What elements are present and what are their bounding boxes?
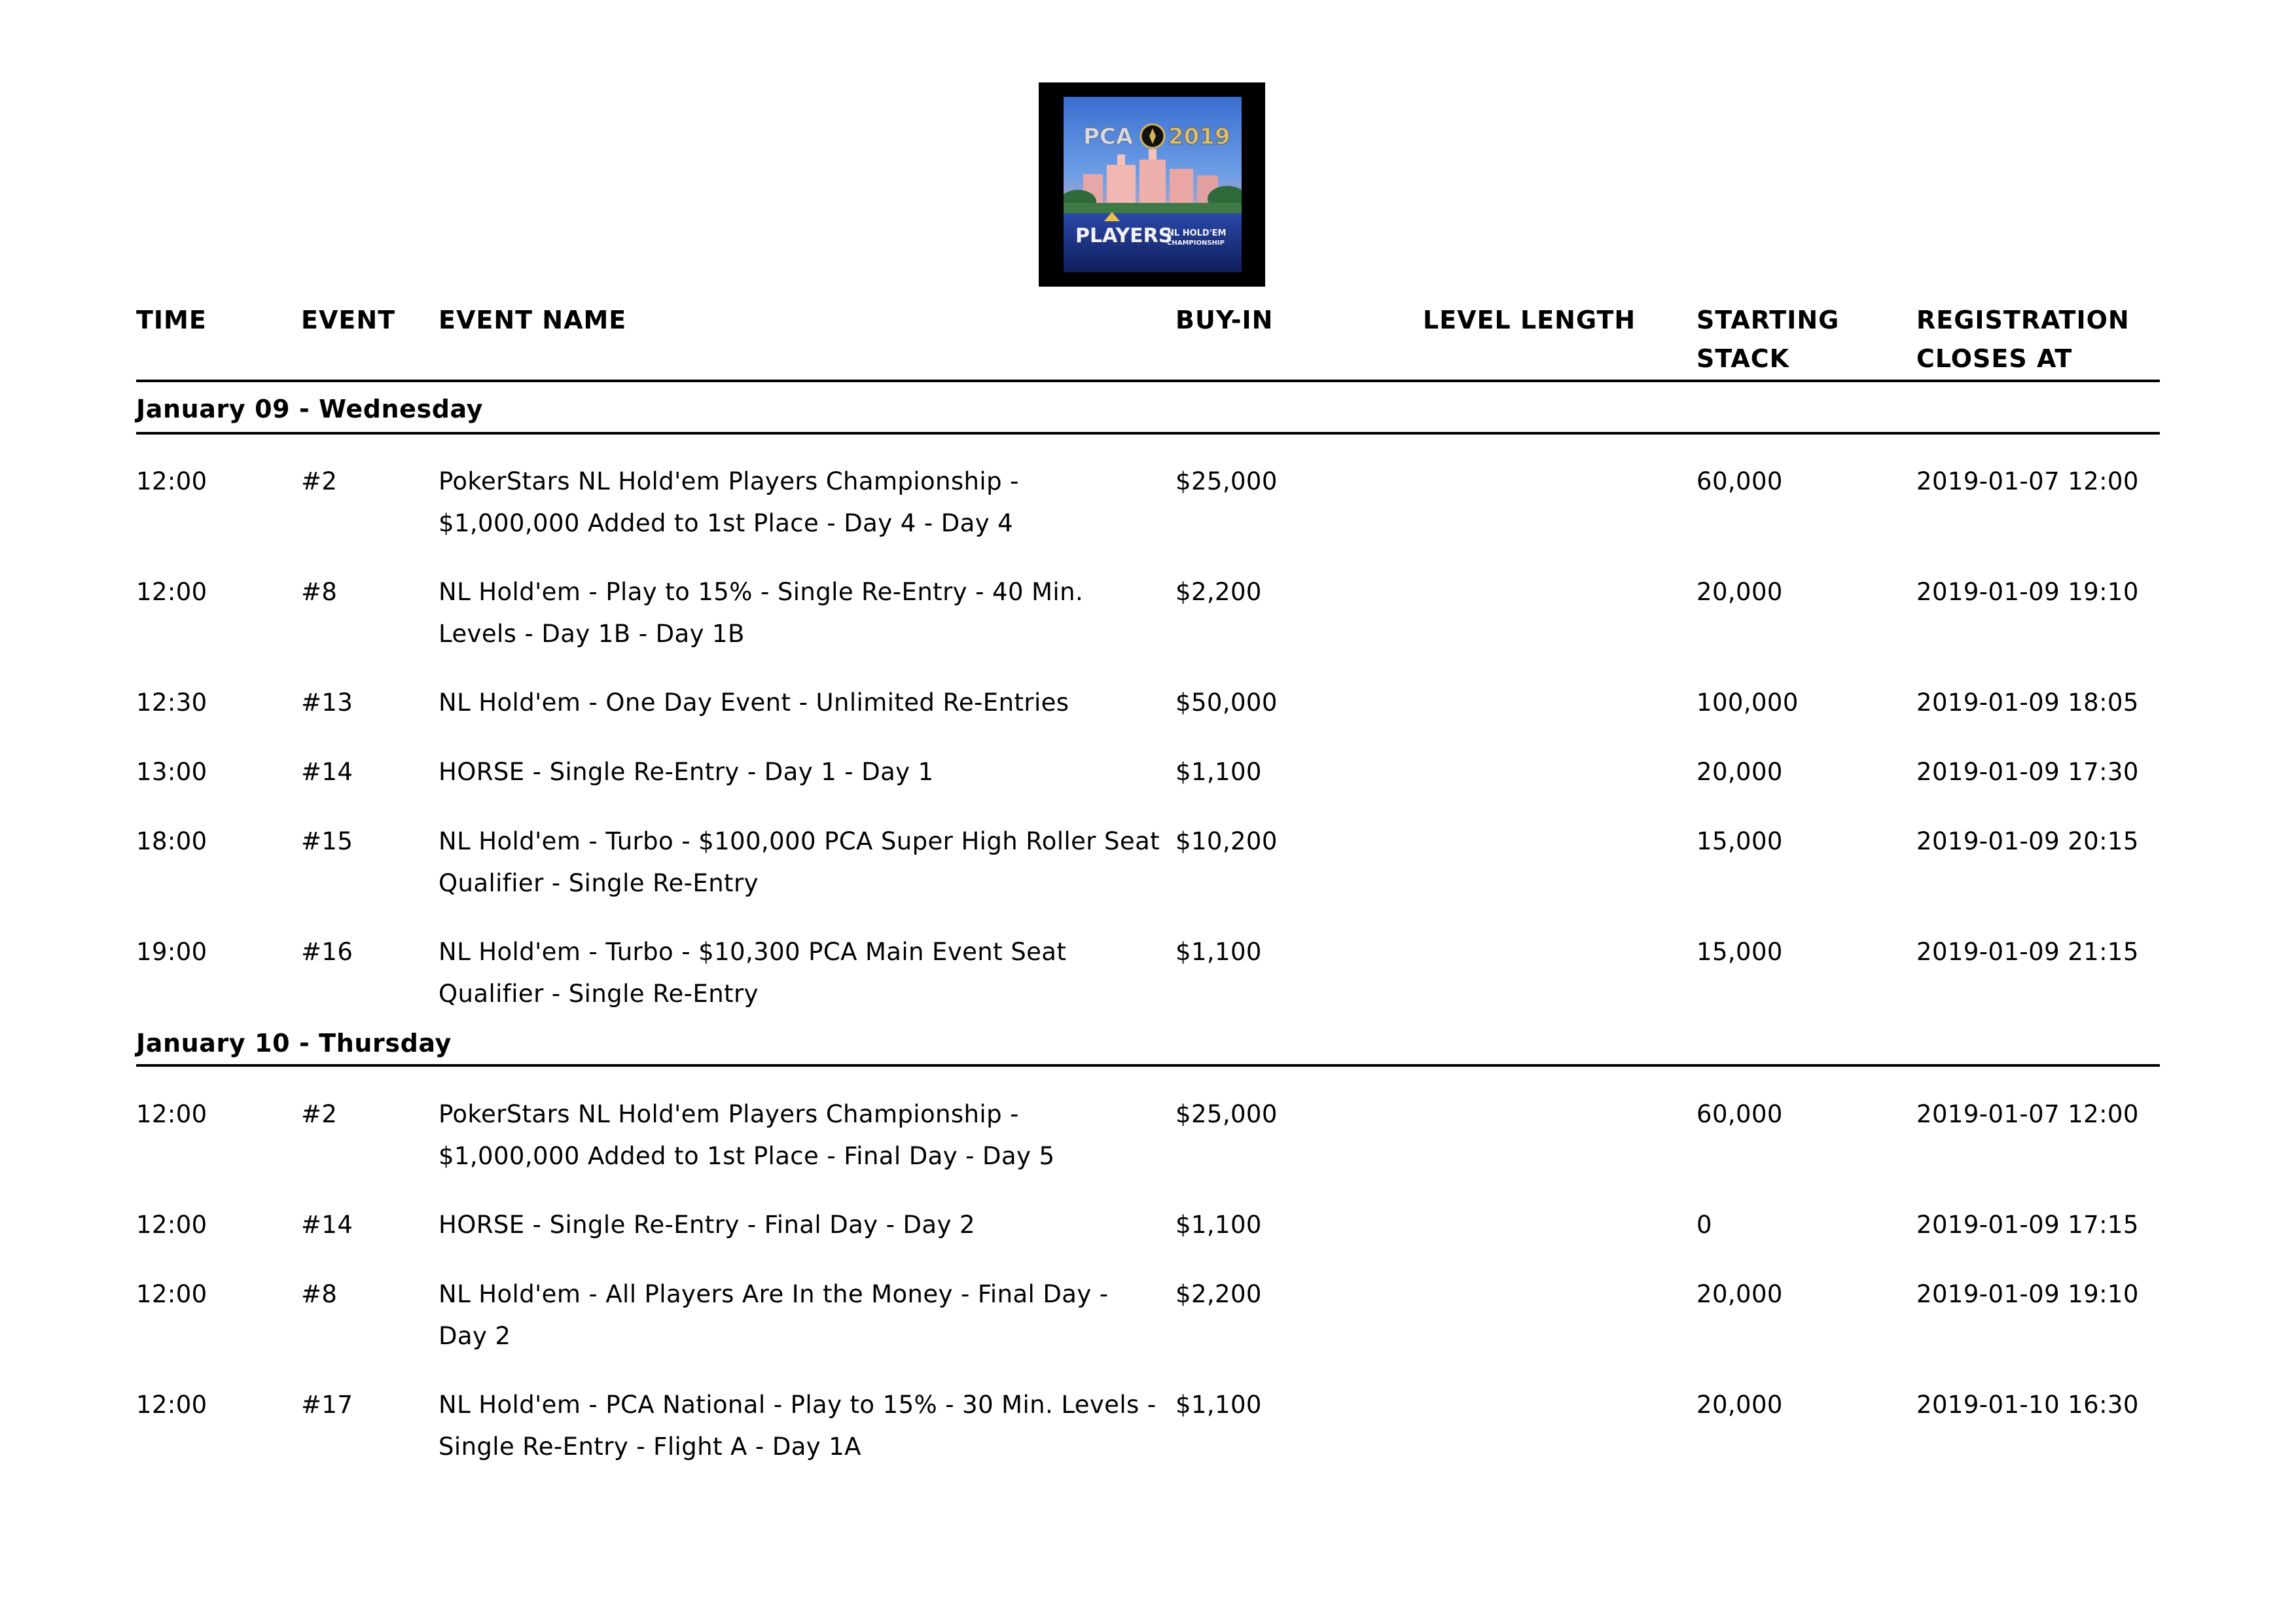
header-registration-line1: REGISTRATION bbox=[1916, 306, 2130, 334]
event-name-line2: $1,000,000 Added to 1st Place - Day 4 - Day 4 bbox=[439, 509, 1014, 537]
event-name-line1: NL Hold'em - Turbo - $10,300 PCA Main Event Seat bbox=[439, 938, 1067, 966]
cell-event-name bbox=[439, 461, 1165, 544]
schedule-page bbox=[136, 0, 2160, 1623]
cell-starting-stack: 20,000 bbox=[1696, 578, 1783, 606]
pca-2019-logo-image bbox=[1064, 97, 1242, 272]
cell-event: #15 bbox=[301, 827, 353, 855]
cell-registration-closes: 2019-01-09 18:05 bbox=[1916, 688, 2139, 717]
cell-registration-closes: 2019-01-07 12:00 bbox=[1916, 1100, 2139, 1128]
cell-registration-closes: 2019-01-09 17:30 bbox=[1916, 758, 2139, 786]
cell-event: #14 bbox=[301, 1211, 353, 1239]
cell-event-name bbox=[439, 1384, 1165, 1468]
cell-event: #16 bbox=[301, 938, 353, 966]
svg-text:PLAYERS: PLAYERS bbox=[1075, 224, 1173, 247]
cell-buy-in: $2,200 bbox=[1175, 1280, 1262, 1308]
cell-time: 12:00 bbox=[136, 467, 207, 495]
cell-registration-closes: 2019-01-09 17:15 bbox=[1916, 1211, 2139, 1239]
cell-time: 12:00 bbox=[136, 1280, 207, 1308]
cell-time: 12:00 bbox=[136, 1211, 207, 1239]
event-name-line2: Qualifier - Single Re-Entry bbox=[439, 869, 759, 897]
event-name-line1: NL Hold'em - All Players Are In the Money - Final Day - bbox=[439, 1280, 1109, 1308]
cell-starting-stack: 0 bbox=[1696, 1211, 1712, 1239]
cell-starting-stack: 60,000 bbox=[1696, 1100, 1783, 1128]
event-name-line2: Levels - Day 1B - Day 1B bbox=[439, 620, 745, 648]
event-name-line1: PokerStars NL Hold'em Players Championship - bbox=[439, 1100, 1019, 1128]
cell-buy-in: $1,100 bbox=[1175, 938, 1262, 966]
day-divider bbox=[136, 432, 2160, 435]
cell-time: 13:00 bbox=[136, 758, 207, 786]
cell-event: #8 bbox=[301, 578, 338, 606]
header-event-name: EVENT NAME bbox=[439, 306, 627, 334]
header-event: EVENT bbox=[301, 306, 396, 334]
header-level-length: LEVEL LENGTH bbox=[1423, 306, 1636, 334]
cell-event-name bbox=[439, 931, 1165, 1015]
event-name-line1: NL Hold'em - PCA National - Play to 15% - 30 Min. Levels - bbox=[439, 1391, 1157, 1419]
svg-text:2019: 2019 bbox=[1168, 124, 1230, 150]
header-starting-stack bbox=[1696, 301, 1839, 378]
header-registration-closes bbox=[1916, 301, 2130, 378]
cell-time: 12:00 bbox=[136, 1100, 207, 1128]
cell-starting-stack: 20,000 bbox=[1696, 1391, 1783, 1419]
cell-buy-in: $1,100 bbox=[1175, 1211, 1262, 1239]
cell-registration-closes: 2019-01-09 19:10 bbox=[1916, 1280, 2139, 1308]
cell-event-name bbox=[439, 571, 1165, 655]
cell-starting-stack: 60,000 bbox=[1696, 467, 1783, 495]
header-time: TIME bbox=[136, 306, 207, 334]
cell-buy-in: $25,000 bbox=[1175, 467, 1278, 495]
pca-2019-logo bbox=[1039, 82, 1265, 287]
cell-buy-in: $1,100 bbox=[1175, 758, 1262, 786]
event-name-line1: NL Hold'em - One Day Event - Unlimited Re-Entries bbox=[439, 688, 1069, 717]
event-name-line1: PokerStars NL Hold'em Players Championship - bbox=[439, 467, 1019, 495]
cell-registration-closes: 2019-01-09 19:10 bbox=[1916, 578, 2139, 606]
day-divider bbox=[136, 1064, 2160, 1067]
cell-event-name bbox=[439, 751, 1165, 793]
cell-buy-in: $10,200 bbox=[1175, 827, 1278, 855]
cell-buy-in: $1,100 bbox=[1175, 1391, 1262, 1419]
cell-event: #13 bbox=[301, 688, 353, 717]
day-heading: January 09 - Wednesday bbox=[136, 395, 484, 423]
event-name-line2: Qualifier - Single Re-Entry bbox=[439, 980, 759, 1008]
cell-event: #8 bbox=[301, 1280, 338, 1308]
cell-buy-in: $2,200 bbox=[1175, 578, 1262, 606]
cell-starting-stack: 20,000 bbox=[1696, 758, 1783, 786]
cell-starting-stack: 15,000 bbox=[1696, 938, 1783, 966]
cell-event: #17 bbox=[301, 1391, 353, 1419]
cell-time: 12:00 bbox=[136, 578, 207, 606]
cell-time: 19:00 bbox=[136, 938, 207, 966]
cell-event-name bbox=[439, 1204, 1165, 1246]
cell-buy-in: $25,000 bbox=[1175, 1100, 1278, 1128]
cell-starting-stack: 15,000 bbox=[1696, 827, 1783, 855]
header-divider bbox=[136, 380, 2160, 382]
cell-starting-stack: 20,000 bbox=[1696, 1280, 1783, 1308]
cell-registration-closes: 2019-01-07 12:00 bbox=[1916, 467, 2139, 495]
event-name-line1: NL Hold'em - Play to 15% - Single Re-Entry - 40 Min. bbox=[439, 578, 1084, 606]
cell-event: #2 bbox=[301, 467, 338, 495]
cell-event-name bbox=[439, 821, 1165, 904]
cell-event-name bbox=[439, 682, 1165, 724]
cell-time: 18:00 bbox=[136, 827, 207, 855]
cell-time: 12:30 bbox=[136, 688, 207, 717]
event-name-line2: Day 2 bbox=[439, 1322, 511, 1350]
cell-event: #2 bbox=[301, 1100, 338, 1128]
cell-registration-closes: 2019-01-10 16:30 bbox=[1916, 1391, 2139, 1419]
event-name-line2: Single Re-Entry - Flight A - Day 1A bbox=[439, 1433, 861, 1461]
event-name-line1: HORSE - Single Re-Entry - Day 1 - Day 1 bbox=[439, 758, 934, 786]
cell-registration-closes: 2019-01-09 20:15 bbox=[1916, 827, 2139, 855]
cell-registration-closes: 2019-01-09 21:15 bbox=[1916, 938, 2139, 966]
cell-event-name bbox=[439, 1094, 1165, 1177]
svg-text:NL HOLD'EM: NL HOLD'EM bbox=[1167, 228, 1227, 238]
header-starting-stack-line1: STARTING bbox=[1696, 306, 1840, 334]
cell-event-name bbox=[439, 1274, 1165, 1357]
cell-time: 12:00 bbox=[136, 1391, 207, 1419]
event-name-line1: HORSE - Single Re-Entry - Final Day - Day 2 bbox=[439, 1211, 975, 1239]
header-registration-line2: CLOSES AT bbox=[1916, 344, 2073, 373]
day-heading: January 10 - Thursday bbox=[136, 1029, 452, 1058]
cell-event: #14 bbox=[301, 758, 353, 786]
cell-starting-stack: 100,000 bbox=[1696, 688, 1799, 717]
svg-text:PCA: PCA bbox=[1083, 124, 1134, 150]
header-starting-stack-line2: STACK bbox=[1696, 344, 1790, 373]
header-buy-in: BUY-IN bbox=[1175, 306, 1274, 334]
event-name-line2: $1,000,000 Added to 1st Place - Final Day - Day 5 bbox=[439, 1142, 1055, 1170]
event-name-line1: NL Hold'em - Turbo - $100,000 PCA Super High Roller Seat bbox=[439, 827, 1160, 855]
cell-buy-in: $50,000 bbox=[1175, 688, 1278, 717]
table-header bbox=[136, 301, 2160, 378]
svg-text:CHAMPIONSHIP: CHAMPIONSHIP bbox=[1167, 240, 1225, 247]
